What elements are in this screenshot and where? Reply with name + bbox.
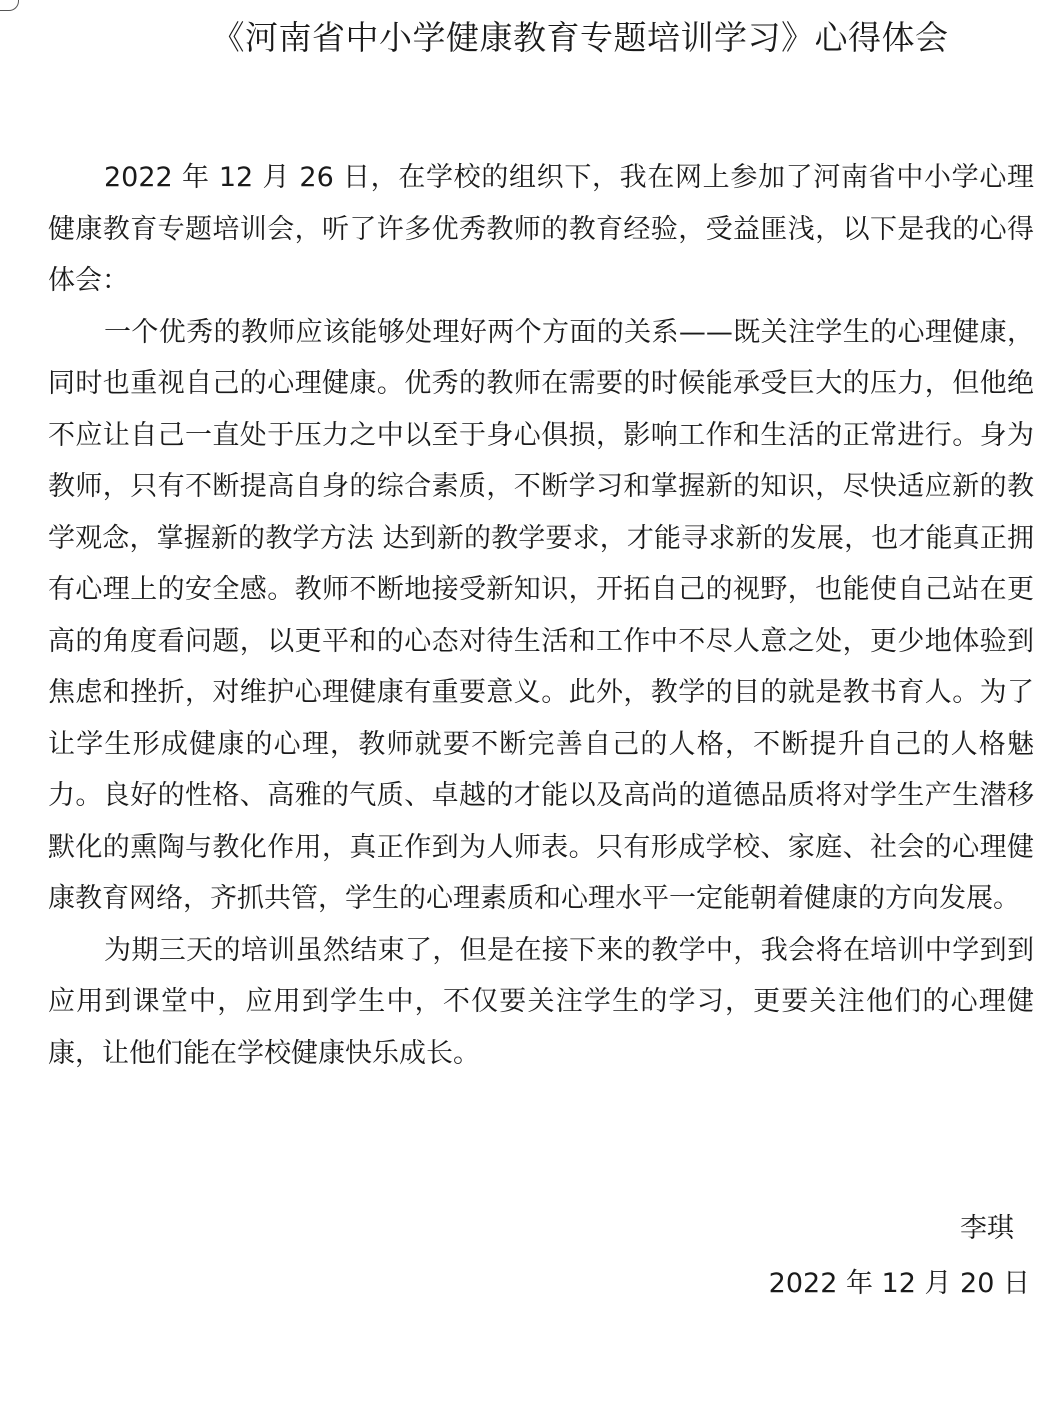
- document-title: 《河南省中小学健康教育专题培训学习》心得体会: [211, 18, 949, 57]
- document-date: 2022 年 12 月 20 日: [768, 1268, 1030, 1299]
- paragraph-intro: 2022 年 12 月 26 日，在学校的组织下，我在网上参加了河南省中小学心理健康教育专题培训会，听了许多优秀教师的教育经验，受益匪浅，以下是我的心得体会：: [48, 162, 1034, 296]
- author-signature: 李琪: [960, 1213, 1014, 1244]
- document-body: [48, 152, 1034, 1079]
- paragraph-conclusion: 为期三天的培训虽然结束了，但是在接下来的教学中，我会将在培训中学到到应用到课堂中，应用到学生中，不仅要关注学生的学习，更要关注他们的心理健康，让他们能在学校健康快乐成长。: [48, 934, 1034, 1069]
- corner-mark: [0, 0, 19, 11]
- paragraph-main: 一个优秀的教师应该能够处理好两个方面的关系——既关注学生的心理健康，同时也重视自己的心理健康。优秀的教师在需要的时候能承受巨大的压力，但他绝不应让自己一直处于压力之中以至于身心俱损，影响工作和生活的正常进行。身为教师，只有不断提高自身的综合素质，不断学习和掌握新的知识，尽快适应新的教学观念，掌握新的教学方法 达到新的教学要求，才能寻求新的发展，也才能真正拥有心理上的安全感。教师不断地接受新知识，开拓自己的视野，也能使自己站在更高的角度看问题，以更平和的心态对待生活和工作中不尽人意之处，更少地体验到焦虑和挫折，对维护心理健康有重要意义。此外，教学的目的就是教书育人。为了让学生形成健康的心理，教师就要不断完善自己的人格，不断提升自己的人格魅力。良好的性格、高雅的气质、卓越的才能以及高尚的道德品质将对学生产生潜移默化的熏陶与教化作用，真正作到为人师表。只有形成学校、家庭、社会的心理健康教育网络，齐抓共管，学生的心理素质和心理水平一定能朝着健康的方向发展。: [48, 316, 1034, 914]
